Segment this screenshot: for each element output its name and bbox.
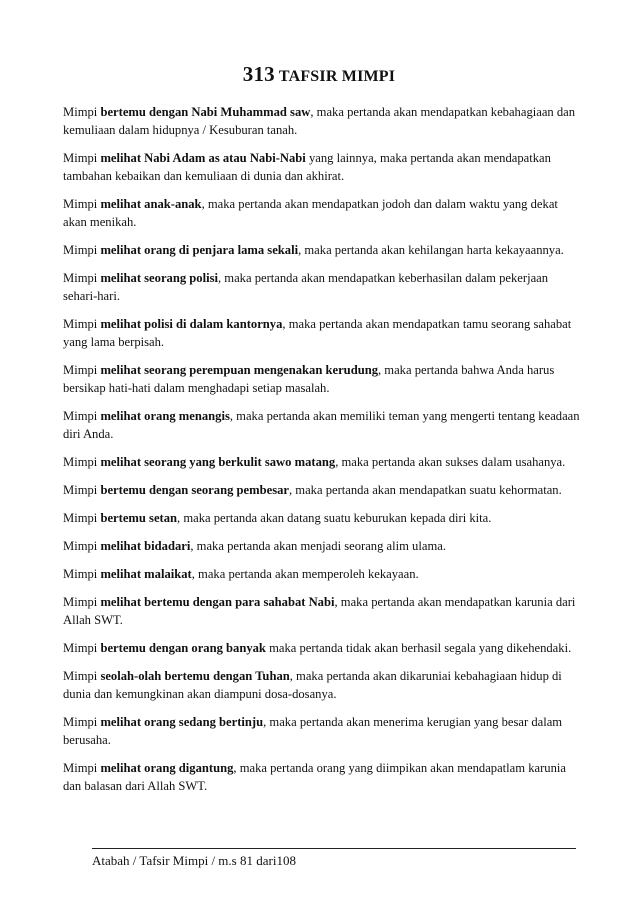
entry-interpretation: , maka pertanda akan kehilangan harta kekayaannya. xyxy=(298,243,564,257)
entry-dream-subject: melihat orang digantung xyxy=(100,761,234,775)
entry-dream-subject: melihat orang menangis xyxy=(100,409,230,423)
entry-interpretation: , maka pertanda akan mendapatkan karunia dari Allah SWT. xyxy=(63,595,576,627)
entry-interpretation: maka pertanda tidak akan berhasil segala yang dikehendaki. xyxy=(265,641,572,655)
title-number: 313 xyxy=(242,62,275,86)
dream-entry xyxy=(63,269,583,305)
footer-divider xyxy=(92,848,576,849)
entry-dream-subject: melihat polisi di dalam kantornya xyxy=(100,317,283,331)
entry-interpretation: yang lainnya, maka pertanda akan mendapatkan tambahan kebaikan dan kemuliaan di dunia dan akhirat. xyxy=(63,151,551,183)
dream-entry xyxy=(63,639,583,657)
dream-entry xyxy=(63,565,583,583)
entry-prefix: Mimpi xyxy=(63,595,101,609)
entry-prefix: Mimpi xyxy=(63,641,101,655)
entry-prefix: Mimpi xyxy=(63,483,101,497)
entry-dream-subject: melihat seorang perempuan mengenakan kerudung xyxy=(100,363,378,377)
dream-entry xyxy=(63,537,583,555)
entry-prefix: Mimpi xyxy=(63,197,101,211)
entry-prefix: Mimpi xyxy=(63,715,101,729)
title-text: TAFSIR MIMPI xyxy=(278,68,396,85)
dream-entry xyxy=(63,713,583,749)
entry-interpretation: , maka pertanda akan dikaruniai kebahagiaan hidup di dunia dan kemungkinan akan diampuni dosa-dosanya. xyxy=(63,669,562,701)
entry-interpretation: , maka pertanda akan mendapatkan kebahagiaan dan kemuliaan dalam hidupnya / Kesuburan tanah. xyxy=(63,105,576,137)
entry-interpretation: , maka pertanda bahwa Anda harus bersikap hati-hati dalam menghadapi setiap masalah. xyxy=(63,363,555,395)
entry-dream-subject: melihat orang di penjara lama sekali xyxy=(100,243,299,257)
entry-interpretation: , maka pertanda akan mendapatkan suatu kehormatan. xyxy=(288,483,562,497)
entry-dream-subject: melihat seorang polisi xyxy=(100,271,218,285)
dream-entry xyxy=(63,195,583,231)
entry-prefix: Mimpi xyxy=(63,271,101,285)
entry-prefix: Mimpi xyxy=(63,511,101,525)
entry-dream-subject: melihat anak-anak xyxy=(100,197,202,211)
entry-dream-subject: melihat Nabi Adam as atau Nabi-Nabi xyxy=(100,151,306,165)
entry-prefix: Mimpi xyxy=(63,363,101,377)
entry-dream-subject: bertemu setan xyxy=(100,511,178,525)
page-title xyxy=(0,62,638,87)
entry-dream-subject: seolah-olah bertemu dengan Tuhan xyxy=(100,669,290,683)
dream-entry xyxy=(63,315,583,351)
entry-dream-subject: melihat seorang yang berkulit sawo matang xyxy=(100,455,336,469)
dream-entry xyxy=(63,509,583,527)
dream-entry xyxy=(63,361,583,397)
entry-prefix: Mimpi xyxy=(63,539,101,553)
entry-interpretation: , maka pertanda akan sukses dalam usahanya. xyxy=(335,455,566,469)
dream-entry xyxy=(63,481,583,499)
entry-prefix: Mimpi xyxy=(63,151,101,165)
entry-dream-subject: bertemu dengan seorang pembesar xyxy=(100,483,289,497)
dream-entry xyxy=(63,593,583,629)
entry-dream-subject: bertemu dengan orang banyak xyxy=(100,641,266,655)
entry-interpretation: , maka pertanda akan memiliki teman yang mengerti tentang keadaan diri Anda. xyxy=(63,409,580,441)
dream-entry xyxy=(63,759,583,795)
entry-prefix: Mimpi xyxy=(63,761,101,775)
entry-prefix: Mimpi xyxy=(63,567,101,581)
entry-dream-subject: bertemu dengan Nabi Muhammad saw xyxy=(100,105,311,119)
entry-prefix: Mimpi xyxy=(63,669,101,683)
entry-interpretation: , maka pertanda orang yang diimpikan akan mendapatlam karunia dan balasan dari Allah SWT. xyxy=(63,761,566,793)
entry-dream-subject: melihat bidadari xyxy=(100,539,191,553)
dream-entry xyxy=(63,149,583,185)
page-footer: Atabah / Tafsir Mimpi / m.s 81 dari108 xyxy=(92,853,296,868)
dream-entry xyxy=(63,241,583,259)
entry-interpretation: , maka pertanda akan mendapatkan jodoh dan dalam waktu yang dekat akan menikah. xyxy=(63,197,558,229)
entry-dream-subject: melihat malaikat xyxy=(100,567,192,581)
dream-entry xyxy=(63,103,583,139)
entry-interpretation: , maka pertanda akan memperoleh kekayaan. xyxy=(191,567,419,581)
entry-interpretation: , maka pertanda akan mendapatkan tamu seorang sahabat yang lama berpisah. xyxy=(63,317,572,349)
entry-interpretation: , maka pertanda akan menjadi seorang alim ulama. xyxy=(190,539,446,553)
entry-prefix: Mimpi xyxy=(63,243,101,257)
entry-prefix: Mimpi xyxy=(63,455,101,469)
entry-prefix: Mimpi xyxy=(63,105,101,119)
entry-dream-subject: melihat orang sedang bertinju xyxy=(100,715,264,729)
entry-interpretation: , maka pertanda akan datang suatu keburukan kepada diri kita. xyxy=(177,511,492,525)
dream-entry xyxy=(63,453,583,471)
entry-interpretation: , maka pertanda akan mendapatkan keberhasilan dalam pekerjaan sehari-hari. xyxy=(63,271,549,303)
entry-prefix: Mimpi xyxy=(63,317,101,331)
dream-entry xyxy=(63,407,583,443)
entry-prefix: Mimpi xyxy=(63,409,101,423)
entry-dream-subject: melihat bertemu dengan para sahabat Nabi xyxy=(100,595,335,609)
dream-entry xyxy=(63,667,583,703)
entry-interpretation: , maka pertanda akan menerima kerugian yang besar dalam berusaha. xyxy=(63,715,563,747)
dream-interpretation-list xyxy=(63,103,583,805)
